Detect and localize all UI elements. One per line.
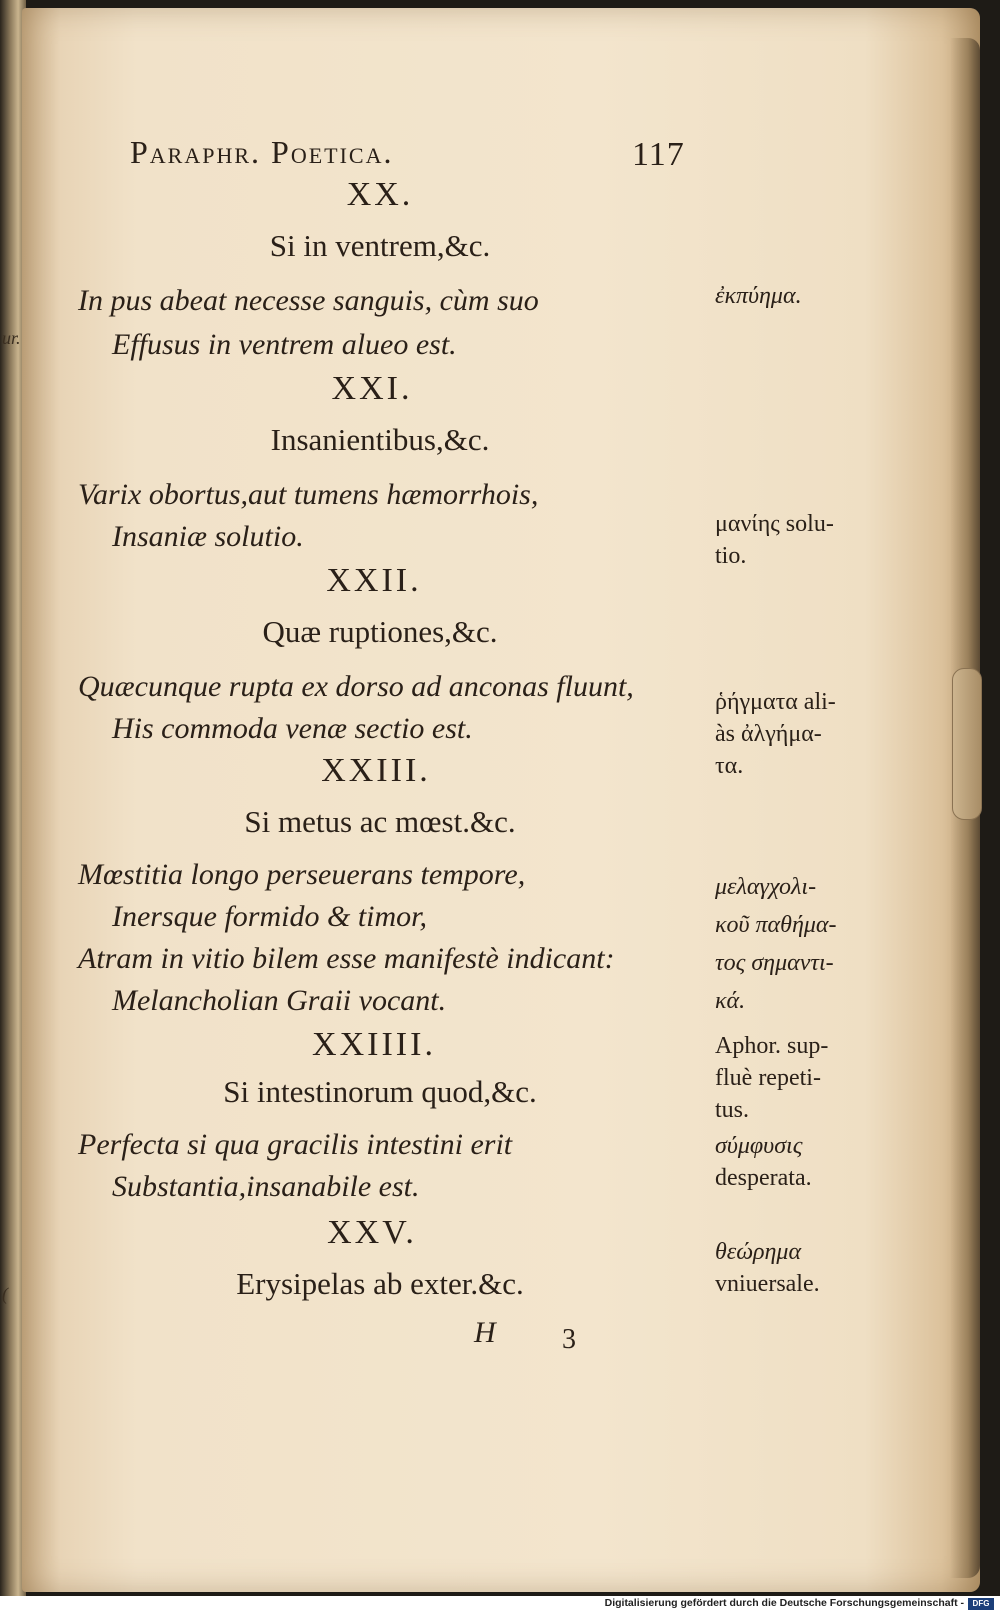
page-number: 117 <box>632 136 685 173</box>
verse-line: Inersque formido & timor, <box>112 900 427 933</box>
marginal-note-line: vniuersale. <box>715 1271 820 1297</box>
verse-line: Atram in vitio bilem esse manifestè indicant: <box>78 942 615 975</box>
marginal-note <box>715 686 836 782</box>
book-clasp <box>952 668 982 820</box>
aphorism-numeral: XX. <box>346 176 414 213</box>
aphorism-incipit: Insanientibus,&c. <box>270 422 490 457</box>
aphorism-numeral: XXI. <box>331 370 413 407</box>
digitization-credit: Digitalisierung gefördert durch die Deutsche Forschungsgemeinschaft - <box>604 1597 964 1609</box>
verse-line: Varix obortus,aut tumens hæmorrhois, <box>78 478 539 511</box>
verse-line: Insaniæ solutio. <box>112 520 304 553</box>
marginal-note-line: σύμφυσις <box>715 1133 803 1159</box>
marginal-note-line: fluè repeti- <box>715 1065 821 1091</box>
running-header-title: Paraphr. Poetica. <box>130 134 394 170</box>
aphorism-incipit: Si intestinorum quod,&c. <box>223 1074 537 1109</box>
book-page <box>22 8 980 1592</box>
marginal-note-line: ἐκπύημα. <box>715 283 802 309</box>
marginal-note-line: κοῦ παθήμα- <box>715 912 837 938</box>
verse-line: His commoda venæ sectio est. <box>112 712 473 745</box>
marginal-note-line: κά. <box>715 988 746 1014</box>
marginal-note-line: τος σημαντι- <box>715 950 834 976</box>
marginal-note-line: θεώρημα <box>715 1239 802 1265</box>
verse-line: In pus abeat necesse sanguis, cùm suo <box>78 284 539 317</box>
marginal-note <box>715 1130 812 1194</box>
marginal-note <box>715 1236 820 1300</box>
marginal-note-line: μανίης solu- <box>715 511 834 537</box>
aphorism-incipit: Si in ventrem,&c. <box>269 228 491 263</box>
marginal-note-line: desperata. <box>715 1165 812 1191</box>
verse-line: Substantia,insanabile est. <box>112 1170 420 1203</box>
marginal-note <box>715 508 834 572</box>
verse-line: Melancholian Graii vocant. <box>112 984 447 1017</box>
aphorism-incipit: Si metus ac mœst.&c. <box>244 804 516 839</box>
marginal-note <box>715 280 802 312</box>
marginal-note-line: às ἀλγήμα- <box>715 721 822 747</box>
marginal-note <box>715 868 837 1020</box>
aphorism-numeral: XXIII. <box>321 752 431 789</box>
signature-letter: H <box>474 1316 496 1349</box>
left-page-mark: ur. <box>2 328 21 348</box>
marginal-note-line: Aphor. sup- <box>715 1033 829 1059</box>
marginal-note-line: tus. <box>715 1097 750 1123</box>
marginal-note-line: tio. <box>715 543 747 569</box>
aphorism-numeral: XXIIII. <box>312 1026 436 1063</box>
aphorism-numeral: XXV. <box>327 1214 417 1251</box>
marginal-note <box>715 1030 828 1126</box>
dfg-logo: DFG <box>968 1598 994 1610</box>
left-page-mark: ( <box>2 1284 8 1304</box>
marginal-note-line: τα. <box>715 753 744 779</box>
aphorism-incipit: Quæ ruptiones,&c. <box>262 614 498 649</box>
verse-line: Mœstitia longo perseuerans tempore, <box>78 858 526 891</box>
marginal-note-line: μελαγχολι- <box>715 874 817 900</box>
marginal-note-line: ῥήγματα ali- <box>715 689 836 715</box>
verse-line: Perfecta si qua gracilis intestini erit <box>78 1128 513 1161</box>
verse-line: Quæcunque rupta ex dorso ad anconas fluunt, <box>78 670 634 703</box>
aphorism-incipit: Erysipelas ab exter.&c. <box>236 1266 524 1301</box>
aphorism-numeral: XXII. <box>326 562 422 599</box>
verse-line: Effusus in ventrem alueo est. <box>112 328 457 361</box>
signature-number: 3 <box>562 1324 576 1355</box>
